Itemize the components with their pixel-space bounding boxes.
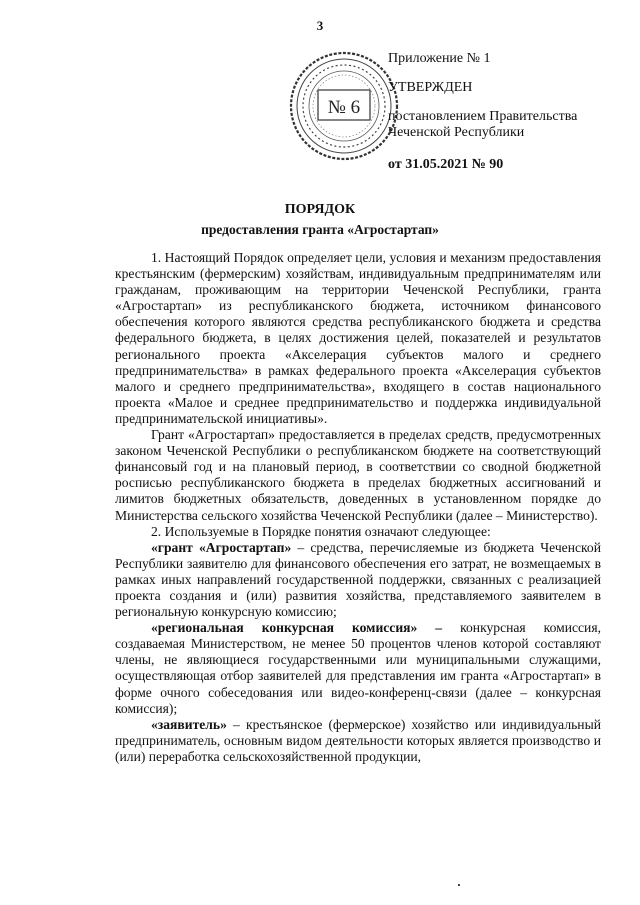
- government-line: Чеченской Республики: [388, 125, 525, 140]
- document-body: [115, 250, 601, 765]
- document-title: [0, 200, 640, 240]
- stamp-seal: [288, 50, 400, 162]
- definition-applicant-text: – крестьянское (фермерское) хозяйство или индивидуальный предприниматель, основным видом деятельности которых является производство и (или) переработка сельскохозяйственной продукции,: [115, 716, 601, 764]
- seal-label: № 6: [327, 97, 361, 118]
- title-subtitle: предоставления гранта «Агростартап»: [201, 222, 439, 237]
- paragraph-2: Грант «Агростартап» предоставляется в пределах средств, предусмотренных законом Чеченской Республики о республиканском бюджете на соответствующий финансовый год и на плановый период, в соответствии со сводной бюджетной росписью республиканского бюджета в пределах бюджетных ассигнований и лимитов бюджетных обязательств, доведенных в установленном порядке до Министерства сельского хозяйства Чеченской Республики (далее – Министерство).: [115, 427, 601, 523]
- approved-label: УТВЕРЖДЕН: [388, 80, 473, 95]
- paragraph-3: 2. Используемые в Порядке понятия означают следующее:: [151, 523, 491, 539]
- scan-speck: [458, 884, 460, 886]
- page-number: 3: [316, 18, 324, 33]
- appendix-number: Приложение № 1: [388, 51, 491, 66]
- term-commission: «региональная конкурсная комиссия» –: [151, 620, 443, 636]
- definition-grant: [115, 540, 601, 620]
- term-applicant: «заявитель»: [151, 716, 227, 732]
- approval-block: [388, 51, 628, 173]
- resolution-date: от 31.05.2021 № 90: [388, 157, 504, 172]
- resolution-line: постановлением Правительства: [388, 109, 578, 124]
- definition-commission-text: конкурсная комиссия, создаваемая Министерством, не менее 50 процентов членов которой составляют члены, не являющиеся государственными или муниципальными служащими, осуществляющая отбор заявителей для представления им гранта «Агростартап» в форме очного собеседования или видео-конференц-связи (далее – конкурсная комиссия);: [115, 620, 601, 716]
- paragraph-1: 1. Настоящий Порядок определяет цели, условия и механизм предоставления крестьянским (фермерским) хозяйствам, индивидуальным предпринимателям или гражданам, проживающим на территории Чеченской Республики, гранта «Агростартап» из республиканского бюджета, источником финансового обеспечения которого являются средства республиканского бюджета и средства федерального бюджета, в целях достижения целей, показателей и результатов регионального проекта «Акселерация субъектов малого и среднего предпринимательства» в рамках федерального проекта «Акселерация субъектов малого и среднего предпринимательства», входящего в состав национального проекта «Малое и среднее предпринимательство и поддержка индивидуальной предпринимательской инициативы».: [115, 250, 601, 426]
- title-main: ПОРЯДОК: [284, 202, 356, 217]
- definition-grant-text: – средства, перечисляемые из бюджета Чеченской Республики заявителю для финансового обеспечения его затрат, не возмещаемых в рамках иных направлений государственной поддержки, связанных с реализацией проекта создания и (или) развития хозяйства, представляемого заявителем в региональную конкурсную комиссию;: [115, 539, 601, 620]
- definition-commission: [115, 620, 601, 717]
- definition-applicant: [115, 717, 601, 765]
- term-grant: «грант «Агростартап»: [151, 539, 292, 555]
